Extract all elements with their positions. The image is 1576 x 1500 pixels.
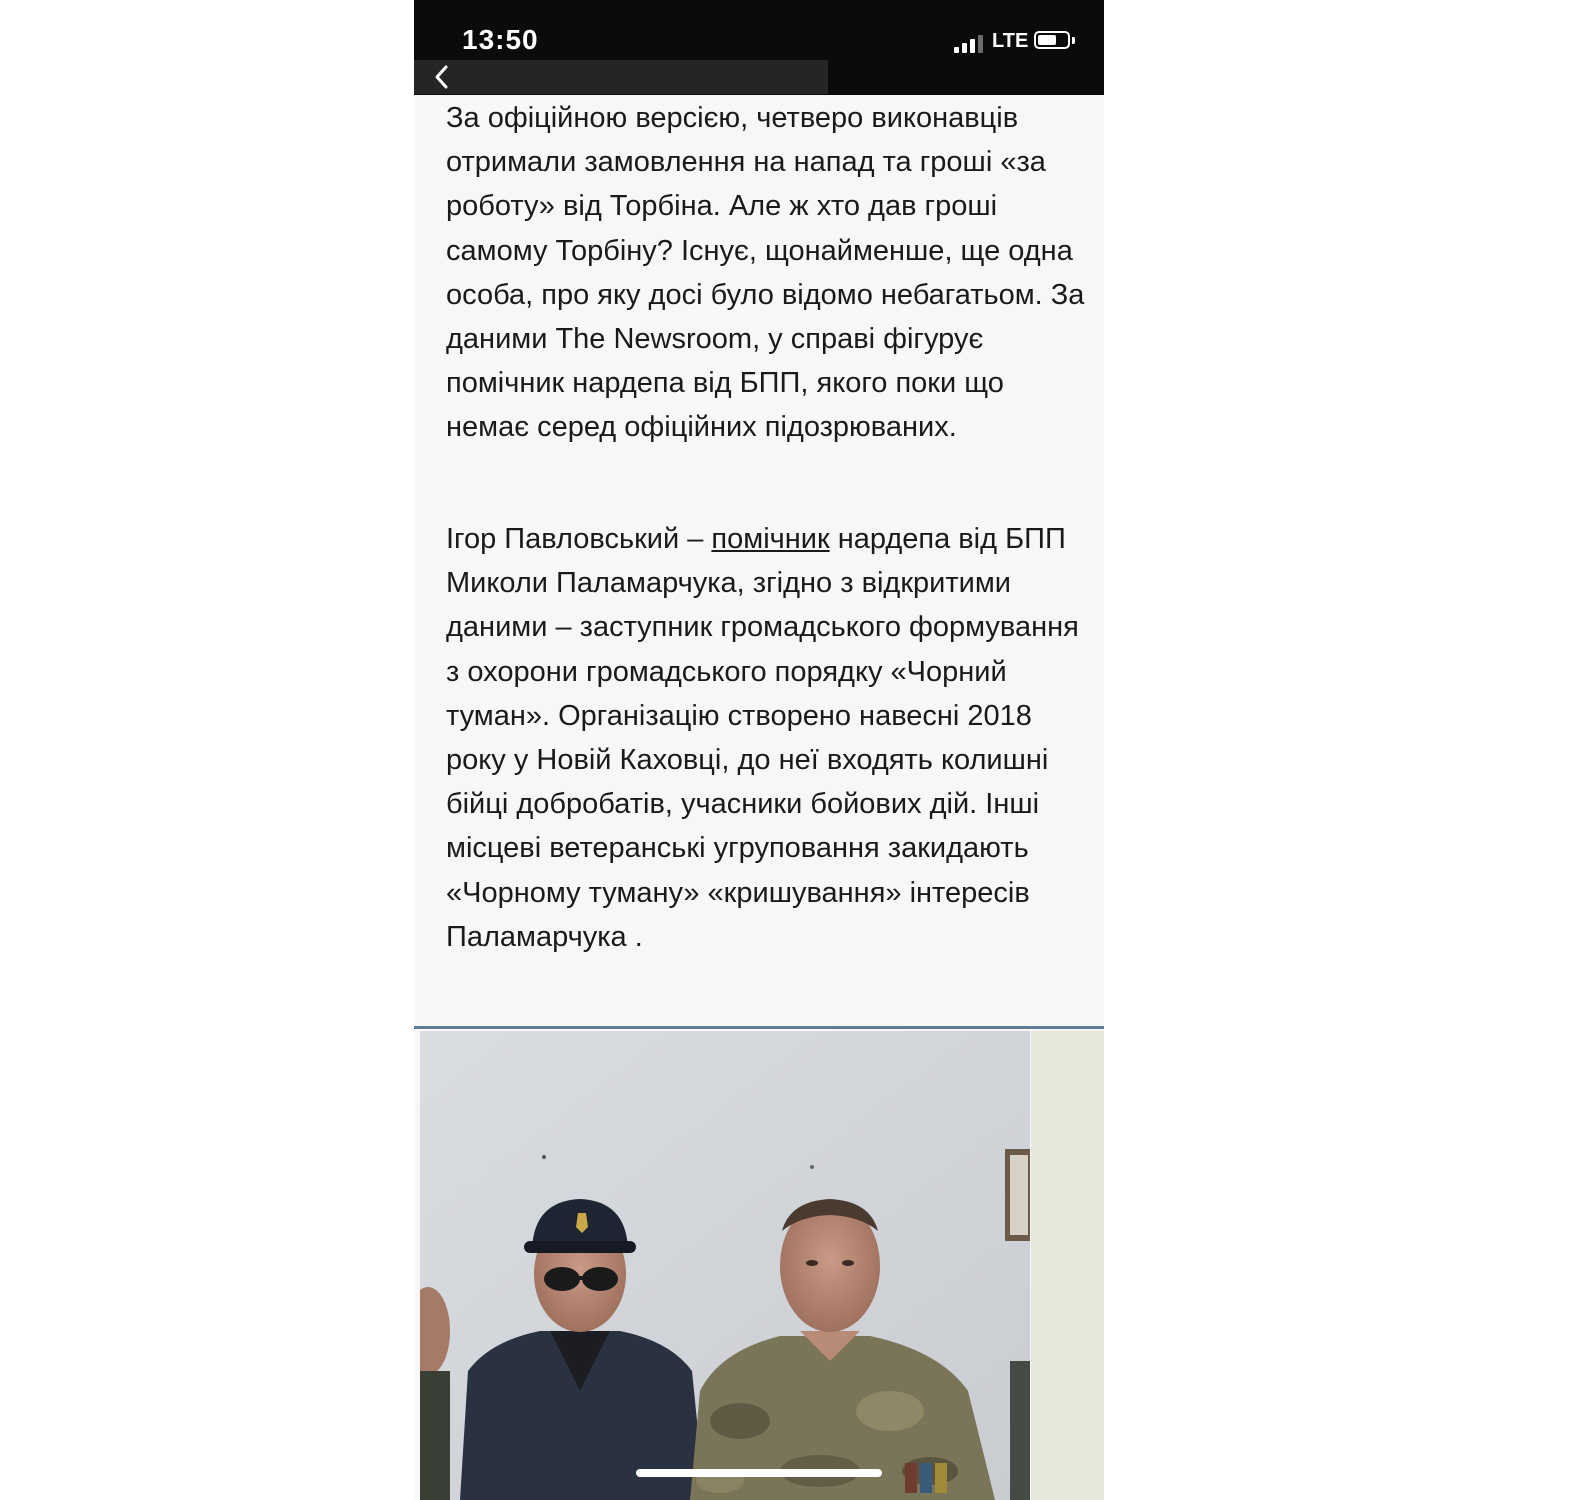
paragraph-2-start: Ігор Павловський – bbox=[446, 523, 712, 555]
paragraph-2-rest: нардепа від БПП Миколи Паламарчука, згідно з відкритими даними – заступник громадського формування з охорони громадського порядку «Чорний туман». Організацію створено навесні 2018 року у Новій Каховці, до неї входять колишні бійці добробатів, учасники бойових дій. Інші місцеві ветеранські угруповання закидають «Чорному туману» «кришування» інтересів Паламарчука . bbox=[446, 523, 1079, 953]
article-photo bbox=[420, 1031, 1030, 1500]
navigation-bar bbox=[414, 60, 828, 94]
chevron-left-icon[interactable] bbox=[430, 64, 454, 90]
content-separator bbox=[414, 1026, 1104, 1029]
phone-screen bbox=[414, 0, 1104, 1500]
network-type: LTE bbox=[992, 30, 1029, 52]
article-paragraph-1: За офіційною версією, четверо виконавців отримали замовлення на напад та гроші «за роботу» від Торбіна. Але ж хто дав гроші самому Торбіну? Існує, щонайменше, ще одна особа, про яку досі було відомо небагатьом. За даними The Newsroom, у справі фігурує помічник нардепа від БПП, якого поки що немає серед офіційних підозрюваних. bbox=[446, 102, 1085, 444]
home-indicator[interactable] bbox=[636, 1469, 882, 1477]
article-paragraph-2 bbox=[446, 517, 1086, 959]
status-time: 13:50 bbox=[462, 24, 539, 55]
signal-strength-icon bbox=[954, 33, 984, 53]
assistant-link[interactable]: помічник bbox=[711, 523, 830, 555]
photo-margin bbox=[1031, 1031, 1104, 1500]
battery-cap bbox=[1072, 37, 1075, 44]
battery-icon bbox=[1034, 31, 1070, 49]
